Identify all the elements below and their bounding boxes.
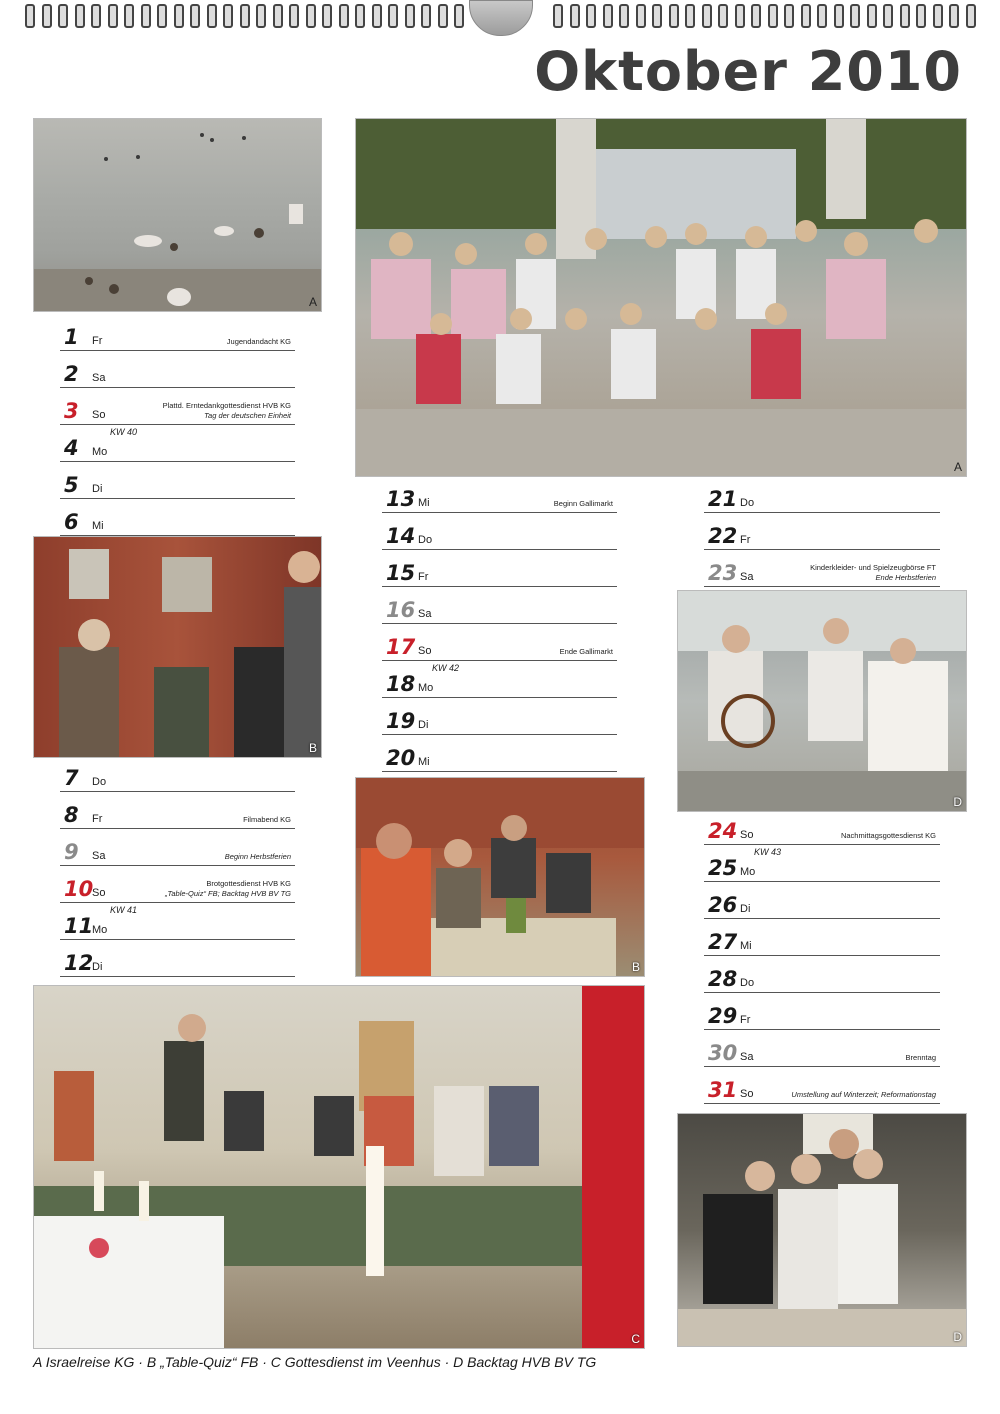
day-row — [704, 513, 940, 550]
spiral-ring — [553, 4, 563, 28]
weekday-label: Di — [418, 719, 429, 731]
photo-group-israel — [355, 118, 967, 477]
day-row — [382, 624, 617, 661]
day-row — [704, 882, 940, 919]
day-number: 18 — [386, 672, 416, 696]
spiral-ring — [669, 4, 679, 28]
day-number: 19 — [386, 709, 416, 733]
weekday-label: So — [740, 1088, 754, 1100]
event-text: Nachmittagsgottesdienst KG — [840, 831, 936, 840]
spiral-ring — [190, 4, 200, 28]
day-event — [165, 879, 291, 899]
weekday-label: So — [92, 887, 106, 899]
spiral-ring — [883, 4, 893, 28]
weekday-label: Mi — [92, 520, 104, 532]
weekday-label: Mo — [418, 682, 434, 694]
event-text: Beginn Gallimarkt — [553, 499, 613, 508]
day-number: 13 — [386, 487, 416, 511]
day-number: 26 — [708, 893, 738, 917]
day-number: 2 — [64, 362, 79, 386]
spiral-ring — [339, 4, 349, 28]
day-row — [60, 388, 295, 425]
spiral-ring — [421, 4, 431, 28]
day-row — [60, 351, 295, 388]
day-row — [382, 698, 617, 735]
day-row — [60, 903, 295, 940]
photo-label: D — [953, 795, 962, 809]
spiral-ring — [801, 4, 811, 28]
weekday-label: Do — [740, 977, 755, 989]
day-event — [163, 401, 291, 421]
month-title: Oktober 2010 — [534, 40, 962, 103]
day-number: 22 — [708, 524, 738, 548]
spiral-ring — [157, 4, 167, 28]
spiral-ring — [619, 4, 629, 28]
spiral-ring — [223, 4, 233, 28]
weekday-label: Sa — [92, 850, 106, 862]
photo-spinning-wheel-illustration — [678, 591, 966, 811]
day-number: 3 — [64, 399, 79, 423]
day-event — [906, 1053, 936, 1063]
photo-bakers-illustration — [678, 1114, 966, 1346]
day-event — [243, 815, 291, 825]
day-row — [382, 661, 617, 698]
photo-quiz-table-illustration — [356, 778, 644, 976]
day-row — [382, 587, 617, 624]
day-number: 6 — [64, 510, 79, 534]
spiral-ring — [603, 4, 613, 28]
day-row — [704, 845, 940, 882]
photo-table-quiz-1 — [33, 536, 322, 758]
day-number: 12 — [64, 951, 94, 975]
day-number: 8 — [64, 803, 79, 827]
spiral-ring — [751, 4, 761, 28]
weekday-label: So — [92, 409, 106, 421]
photo-label: C — [631, 1332, 640, 1346]
spiral-ring — [388, 4, 398, 28]
day-number: 20 — [386, 746, 416, 770]
weekday-label: Do — [740, 497, 755, 509]
weekday-label: Mi — [418, 497, 430, 509]
photo-table-quiz-2 — [355, 777, 645, 977]
day-list-col1b — [60, 755, 295, 977]
spiral-ring — [273, 4, 283, 28]
day-event — [810, 563, 936, 583]
day-number: 1 — [64, 325, 79, 349]
spiral-ring — [289, 4, 299, 28]
day-row — [704, 476, 940, 513]
spiral-ring — [25, 4, 35, 28]
event-text: Plattd. Erntedankgottesdienst HVB KG — [162, 401, 291, 410]
photo-dead-sea-illustration — [34, 119, 321, 311]
day-row — [704, 1030, 940, 1067]
spiral-ring — [900, 4, 910, 28]
event-text: Kinderkleider- und Spielzeugbörse FT — [810, 563, 936, 572]
day-row — [382, 735, 617, 772]
weekday-label: Di — [740, 903, 751, 915]
spiral-ring — [850, 4, 860, 28]
day-event — [554, 499, 613, 509]
spiral-ring — [949, 4, 959, 28]
weekday-label: Di — [92, 961, 103, 973]
weekday-label: Fr — [92, 335, 103, 347]
weekday-label: Fr — [740, 1014, 751, 1026]
week-number: KW 40 — [110, 427, 138, 437]
spiral-ring — [372, 4, 382, 28]
weekday-label: Do — [92, 776, 107, 788]
day-row — [704, 919, 940, 956]
day-list-col1a — [60, 314, 295, 536]
day-list-col2 — [382, 476, 617, 772]
day-number: 30 — [708, 1041, 738, 1065]
weekday-label: Mi — [740, 940, 752, 952]
weekday-label: Fr — [418, 571, 429, 583]
day-number: 27 — [708, 930, 738, 954]
day-event — [225, 852, 291, 862]
photo-dead-sea-swimmers — [33, 118, 322, 312]
photo-brick-wall-illustration — [34, 537, 321, 757]
day-event — [560, 647, 613, 657]
week-number: KW 41 — [110, 905, 138, 915]
spiral-ring — [586, 4, 596, 28]
spiral-ring — [405, 4, 415, 28]
event-note: Ende Herbstferien — [875, 573, 936, 582]
weekday-label: Sa — [418, 608, 432, 620]
week-number: KW 42 — [432, 663, 460, 673]
weekday-label: So — [418, 645, 432, 657]
spiral-ring — [355, 4, 365, 28]
spiral-ring — [256, 4, 266, 28]
day-number: 15 — [386, 561, 416, 585]
spiral-ring — [42, 4, 52, 28]
day-row — [60, 829, 295, 866]
spiral-ring — [784, 4, 794, 28]
day-row — [60, 314, 295, 351]
photo-label: A — [308, 295, 317, 309]
spiral-ring — [867, 4, 877, 28]
day-event — [841, 831, 936, 841]
photo-label: B — [631, 960, 640, 974]
spiral-ring — [174, 4, 184, 28]
spiral-ring — [735, 4, 745, 28]
spiral-ring — [570, 4, 580, 28]
spiral-ring — [718, 4, 728, 28]
weekday-label: Sa — [740, 571, 754, 583]
day-number: 21 — [708, 487, 738, 511]
day-row — [704, 993, 940, 1030]
event-note: Tag der deutschen Einheit — [204, 411, 291, 420]
day-row — [60, 499, 295, 536]
event-text: Jugendandacht KG — [226, 337, 291, 346]
photo-label: A — [953, 460, 962, 474]
day-row — [704, 1067, 940, 1104]
spiral-ring — [58, 4, 68, 28]
spiral-ring — [817, 4, 827, 28]
spiral-ring — [240, 4, 250, 28]
event-note: Beginn Herbstferien — [224, 852, 291, 861]
spiral-ring — [768, 4, 778, 28]
day-list-col3b — [704, 808, 940, 1104]
spiral-ring — [91, 4, 101, 28]
spiral-ring — [454, 4, 464, 28]
day-row — [704, 550, 940, 587]
event-note: „Table-Quiz“ FB; Backtag HVB BV TG — [164, 889, 291, 898]
day-row — [382, 476, 617, 513]
day-row — [382, 550, 617, 587]
event-text: Ende Gallimarkt — [559, 647, 613, 656]
photo-label: D — [953, 1330, 962, 1344]
spiral-ring — [636, 4, 646, 28]
weekday-label: Di — [92, 483, 103, 495]
photo-backtag-bakers — [677, 1113, 967, 1347]
spiral-ring — [207, 4, 217, 28]
week-number: KW 43 — [754, 847, 782, 857]
spiral-ring — [933, 4, 943, 28]
weekday-label: Do — [418, 534, 433, 546]
weekday-label: Mo — [92, 924, 108, 936]
day-event — [227, 337, 291, 347]
spiral-ring — [124, 4, 134, 28]
day-row — [704, 808, 940, 845]
spiral-ring — [966, 4, 976, 28]
weekday-label: Sa — [92, 372, 106, 384]
day-number: 28 — [708, 967, 738, 991]
day-number: 10 — [64, 877, 94, 901]
day-number: 5 — [64, 473, 79, 497]
spiral-ring — [702, 4, 712, 28]
day-event — [791, 1090, 936, 1100]
weekday-label: Mi — [418, 756, 430, 768]
day-number: 4 — [64, 436, 79, 460]
day-number: 7 — [64, 766, 79, 790]
spiral-ring — [108, 4, 118, 28]
day-number: 25 — [708, 856, 738, 880]
day-number: 24 — [708, 819, 738, 843]
day-row — [382, 513, 617, 550]
photo-church-band-illustration — [34, 986, 644, 1348]
day-number: 16 — [386, 598, 416, 622]
event-text: Brenntag — [905, 1053, 936, 1062]
photo-caption: A Israelreise KG · B „Table-Quiz“ FB · C Gottesdienst im Veenhus · D Backtag HVB BV TG — [33, 1354, 597, 1370]
spiral-ring — [916, 4, 926, 28]
day-number: 17 — [386, 635, 416, 659]
photo-gottesdienst-veenhus — [33, 985, 645, 1349]
photo-group-illustration — [356, 119, 966, 476]
spiral-ring — [306, 4, 316, 28]
day-row — [60, 792, 295, 829]
weekday-label: So — [740, 829, 754, 841]
event-note: Umstellung auf Winterzeit; Reformationstag — [791, 1090, 936, 1099]
day-list-col3a — [704, 476, 940, 587]
day-row — [60, 940, 295, 977]
day-row — [60, 755, 295, 792]
spiral-ring — [75, 4, 85, 28]
day-number: 14 — [386, 524, 416, 548]
day-number: 9 — [64, 840, 79, 864]
spiral-ring — [322, 4, 332, 28]
event-text: Filmabend KG — [243, 815, 291, 824]
photo-label: B — [308, 741, 317, 755]
weekday-label: Mo — [740, 866, 756, 878]
day-row — [60, 462, 295, 499]
weekday-label: Fr — [92, 813, 103, 825]
day-row — [60, 425, 295, 462]
photo-backtag-spinning — [677, 590, 967, 812]
day-row — [60, 866, 295, 903]
spiral-ring — [141, 4, 151, 28]
day-number: 29 — [708, 1004, 738, 1028]
spiral-ring — [685, 4, 695, 28]
spiral-ring — [834, 4, 844, 28]
day-number: 31 — [708, 1078, 738, 1102]
weekday-label: Mo — [92, 446, 108, 458]
weekday-label: Fr — [740, 534, 751, 546]
spiral-ring — [652, 4, 662, 28]
day-number: 11 — [64, 914, 94, 938]
weekday-label: Sa — [740, 1051, 754, 1063]
day-number: 23 — [708, 561, 738, 585]
day-row — [704, 956, 940, 993]
event-text: Brotgottesdienst HVB KG — [206, 879, 291, 888]
spiral-ring — [438, 4, 448, 28]
